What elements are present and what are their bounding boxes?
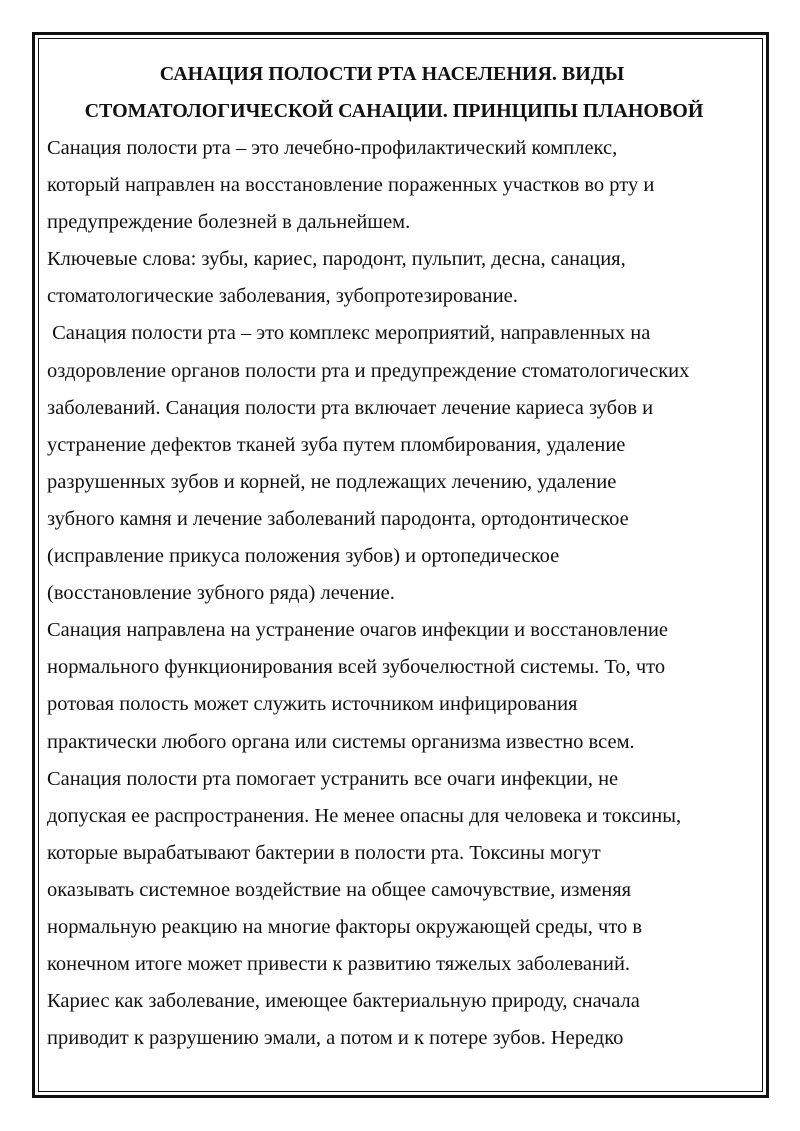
document-body	[47, 130, 737, 1057]
body-line: Ключевые слова: зубы, кариес, пародонт, пульпит, десна, санация,	[47, 248, 626, 271]
body-line: зубного камня и лечение заболеваний пародонта, ортодонтическое	[47, 507, 629, 530]
body-line: Кариес как заболевание, имеющее бактериальную природу, сначала	[47, 990, 640, 1013]
body-line: конечном итоге может привести к развитию тяжелых заболеваний.	[47, 953, 631, 976]
body-line: Санация полости рта – это лечебно-профилактический комплекс,	[47, 137, 618, 159]
title-line: СТОМАТОЛОГИЧЕСКОЙ САНАЦИИ. ПРИНЦИПЫ ПЛАНОВОЙ	[84, 100, 704, 122]
body-line: допуская ее распространения. Не менее опасны для человека и токсины,	[47, 804, 682, 827]
document-title	[47, 56, 737, 130]
body-line: Санация полости рта – это комплекс мероприятий, направленных на	[47, 322, 651, 345]
body-line: разрушенных зубов и корней, не подлежащих лечению, удаление	[47, 470, 617, 493]
body-line: предупреждение болезней в дальнейшем.	[47, 211, 411, 234]
body-line: оказывать системное воздействие на общее самочувствие, изменяя	[47, 878, 632, 901]
body-line: Санация направлена на устранение очагов инфекции и восстановление	[47, 619, 669, 642]
body-line: нормального функционирования всей зубочелюстной системы. То, что	[47, 656, 666, 679]
body-line: которые вырабатывают бактерии в полости рта. Токсины могут	[47, 841, 601, 864]
document-content	[47, 56, 737, 1057]
body-line: практически любого органа или системы организма известно всем.	[47, 730, 635, 753]
body-line: ротовая полость может служить источником инфицирования	[47, 693, 578, 716]
body-line: стоматологические заболевания, зубопротезирование.	[47, 285, 518, 308]
body-line: оздоровление органов полости рта и предупреждение стоматологических	[47, 359, 690, 382]
body-line: (восстановление зубного ряда) лечение.	[47, 582, 395, 605]
title-line: САНАЦИЯ ПОЛОСТИ РТА НАСЕЛЕНИЯ. ВИДЫ	[159, 63, 625, 85]
body-line: приводит к разрушению эмали, а потом и к потере зубов. Нередко	[47, 1027, 624, 1050]
body-line: Санация полости рта помогает устранить все очаги инфекции, не	[47, 767, 619, 790]
body-line: который направлен на восстановление пораженных участков во рту и	[47, 174, 655, 197]
body-line: (исправление прикуса положения зубов) и ортопедическое	[47, 545, 560, 568]
body-line: заболеваний. Санация полости рта включает лечение кариеса зубов и	[47, 396, 654, 419]
body-line: нормальную реакцию на многие факторы окружающей среды, что в	[47, 915, 643, 938]
body-line: устранение дефектов тканей зуба путем пломбирования, удаление	[47, 433, 626, 456]
